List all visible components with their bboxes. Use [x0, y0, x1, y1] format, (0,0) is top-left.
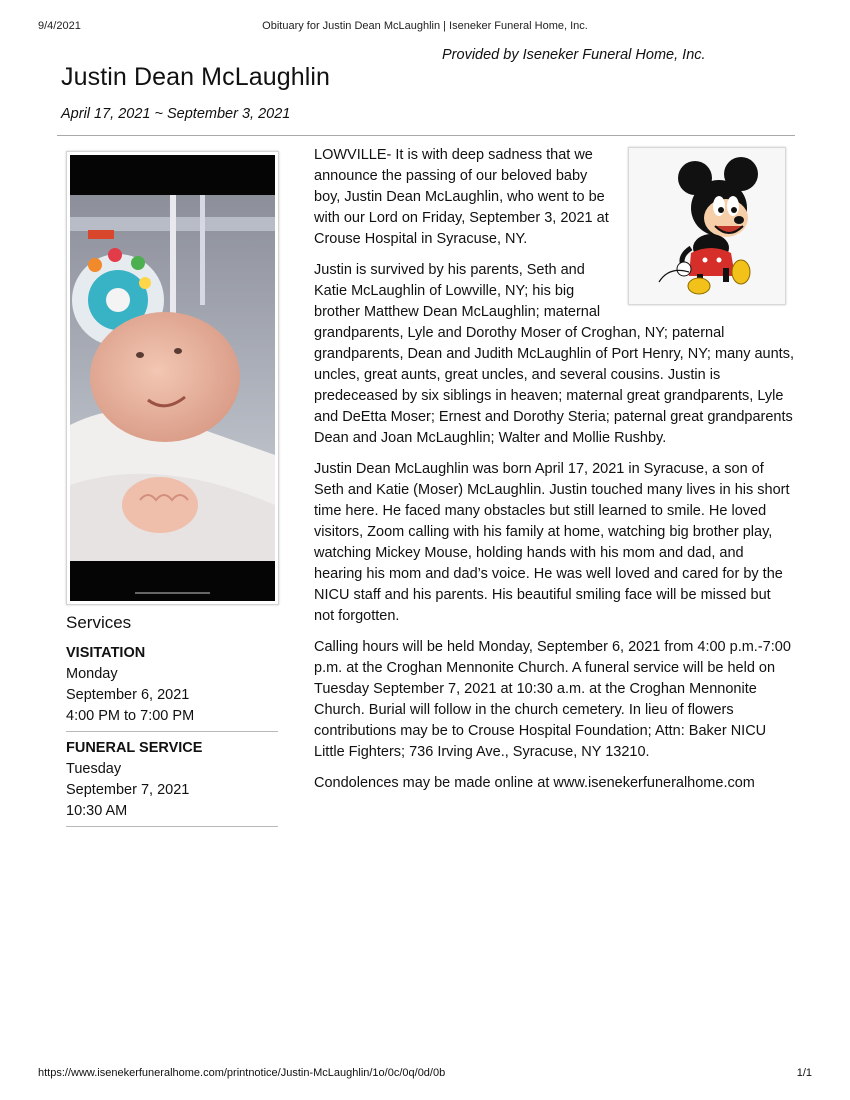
obituary-paragraph: LOWVILLE- It is with deep sadness that we announce the passing of our beloved baby boy, Justin Dean McLaughlin, who went to be with our Lord on Friday, September 3, 2021 at Crouse Hospital in Syracuse, NY.	[314, 147, 609, 247]
portrait-illustration	[70, 155, 275, 601]
obituary-body	[314, 145, 794, 804]
obituary-paragraph: Condolences may be made online at www.isenekerfuneralhome.com	[314, 775, 755, 791]
image-float-spacer	[612, 145, 794, 306]
funeral-type: FUNERAL SERVICE	[66, 740, 203, 756]
obituary-dates: April 17, 2021 ~ September 3, 2021	[61, 106, 291, 122]
visitation-type: VISITATION	[66, 645, 146, 661]
print-page-title: Obituary for Justin Dean McLaughlin | Iseneker Funeral Home, Inc.	[262, 20, 588, 32]
visitation-time: 4:00 PM to 7:00 PM	[66, 708, 195, 724]
funeral-day: Tuesday	[66, 761, 122, 777]
services-divider	[66, 731, 278, 732]
funeral-service	[66, 738, 278, 822]
obituary-paragraph: Justin Dean McLaughlin was born April 17, 2021 in Syracuse, a son of Seth and Katie (Moser) McLaughlin. Justin touched many lives in his short time here. He faced many obstacles but still learned to smile. He loved visitors, Zoom calling with his family at home, watching big brother play, watching Mickey Mouse, holding hands with his mom and dad, and hearing his mom and dad’s voice. He was well loved and cared for by the NICU staff and his parents. His beautiful smiling face will be missed but not forgotten.	[314, 461, 790, 624]
visitation-day: Monday	[66, 666, 118, 682]
visitation-service	[66, 643, 278, 727]
obituary-paragraph: Justin is survived by his parents, Seth and Katie McLaughlin of Lowville, NY; his big brother Matthew Dean McLaughlin; maternal grandparents, Lyle and Dorothy Moser of Croghan, NY; paternal grandparents, Dean and Judith McLaughlin of Port Henry, NY; many aunts, uncles, great aunts, great uncles, and several cousins. Justin is predeceased by six siblings in heaven; maternal great grandparents, Lyle and DeEtta Moser; Ernest and Dorothy Steria; paternal great grandparents Dean and Joan McLaughlin; Walter and Mollie Rushby.	[314, 262, 794, 446]
provided-by: Provided by Iseneker Funeral Home, Inc.	[442, 47, 706, 63]
services-divider	[66, 826, 278, 827]
funeral-date: September 7, 2021	[66, 782, 190, 798]
services-heading: Services	[66, 613, 132, 632]
obituary-paragraph: Calling hours will be held Monday, September 6, 2021 from 4:00 p.m.-7:00 p.m. at the Croghan Mennonite Church. A funeral service will be held on Tuesday September 7, 2021 at 10:30 a.m. at the Croghan Mennonite Church. Burial will follow in the church cemetery. In lieu of flowers contributions may be to Crouse Hospital Foundation; Attn: Baker NICU Little Fighters; 736 Irving Ave., Syracuse, NY 13210.	[314, 639, 791, 760]
visitation-date: September 6, 2021	[66, 687, 190, 703]
funeral-time: 10:30 AM	[66, 803, 128, 819]
baby-portrait-photo	[70, 155, 275, 601]
portrait-frame	[66, 151, 279, 605]
print-url: https://www.isenekerfuneralhome.com/printnotice/Justin-McLaughlin/1o/0c/0q/0d/0b	[38, 1067, 446, 1079]
page-number: 1/1	[796, 1067, 812, 1079]
obituary-name: Justin Dean McLaughlin	[61, 63, 331, 91]
print-date: 9/4/2021	[38, 20, 81, 32]
header-divider	[57, 135, 795, 136]
